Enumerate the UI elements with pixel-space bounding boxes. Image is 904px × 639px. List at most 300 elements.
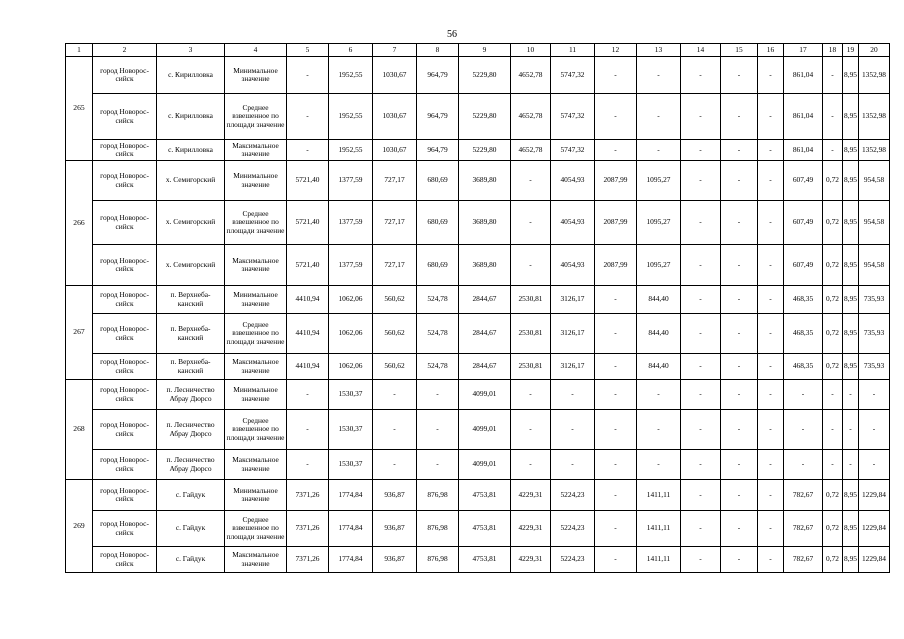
column-number-8: 8 — [417, 44, 459, 57]
value-cell-col-8: 964,79 — [417, 94, 459, 140]
value-cell-col-16: - — [758, 511, 784, 547]
value-cell-col-18: - — [823, 450, 843, 480]
value-cell-col-15: - — [721, 450, 758, 480]
column-number-6: 6 — [329, 44, 373, 57]
value-cell-col-8: 964,79 — [417, 57, 459, 94]
value-cell-col-17: 861,04 — [784, 140, 823, 161]
value-cell-col-18: 0,72 — [823, 480, 843, 511]
value-cell-col-10: - — [511, 161, 551, 201]
value-cell-col-18: 0,72 — [823, 511, 843, 547]
municipality-cell: город Новорос-сийск — [93, 511, 157, 547]
value-cell-col-13: - — [637, 410, 681, 450]
column-number-16: 16 — [758, 44, 784, 57]
settlement-cell: п. Лесничество Абрау Дюрсо — [157, 450, 225, 480]
value-cell-col-16: - — [758, 380, 784, 410]
value-cell-col-11: 3126,17 — [551, 286, 595, 314]
table-row — [66, 245, 890, 286]
table-row — [66, 161, 890, 201]
value-cell-col-5: 5721,40 — [287, 245, 329, 286]
value-cell-col-5: - — [287, 410, 329, 450]
value-cell-col-11: 4054,93 — [551, 245, 595, 286]
value-cell-col-19: 8,95 — [843, 161, 859, 201]
value-cell-col-15: - — [721, 511, 758, 547]
value-cell-col-12: - — [595, 314, 637, 354]
value-cell-col-19: 8,95 — [843, 547, 859, 573]
value-cell-col-17: 468,35 — [784, 286, 823, 314]
table-row — [66, 480, 890, 511]
municipality-cell: город Новорос-сийск — [93, 286, 157, 314]
value-cell-col-18: 0,72 — [823, 286, 843, 314]
value-cell-col-9: 2844,67 — [459, 354, 511, 380]
value-cell-col-5: - — [287, 94, 329, 140]
value-cell-col-6: 1530,37 — [329, 410, 373, 450]
value-cell-col-12: - — [595, 511, 637, 547]
value-cell-col-9: 3689,80 — [459, 245, 511, 286]
value-cell-col-7: 727,17 — [373, 245, 417, 286]
value-cell-col-9: 4099,01 — [459, 410, 511, 450]
value-cell-col-15: - — [721, 161, 758, 201]
value-cell-col-14: - — [681, 314, 721, 354]
value-cell-col-6: 1530,37 — [329, 450, 373, 480]
value-cell-col-10: 4229,31 — [511, 480, 551, 511]
column-number-4: 4 — [225, 44, 287, 57]
value-cell-col-9: 2844,67 — [459, 314, 511, 354]
value-cell-col-5: - — [287, 380, 329, 410]
value-cell-col-18: - — [823, 140, 843, 161]
table-row — [66, 511, 890, 547]
value-cell-col-13: - — [637, 57, 681, 94]
value-cell-col-14: - — [681, 57, 721, 94]
value-cell-col-15: - — [721, 201, 758, 245]
value-type-cell: Среднее взвешенное по площади значение — [225, 410, 287, 450]
value-cell-col-18: - — [823, 57, 843, 94]
value-cell-col-5: 5721,40 — [287, 201, 329, 245]
value-cell-col-7: 727,17 — [373, 201, 417, 245]
value-cell-col-16: - — [758, 354, 784, 380]
value-cell-col-10: 4652,78 — [511, 140, 551, 161]
page-number: 56 — [447, 29, 457, 40]
settlement-cell: с. Гайдук — [157, 480, 225, 511]
value-cell-col-7: 1030,67 — [373, 57, 417, 94]
value-type-cell: Среднее взвешенное по площади значение — [225, 201, 287, 245]
value-cell-col-10: - — [511, 245, 551, 286]
value-cell-col-12: - — [595, 450, 637, 480]
municipality-cell: город Новорос-сийск — [93, 201, 157, 245]
column-number-5: 5 — [287, 44, 329, 57]
value-cell-col-16: - — [758, 480, 784, 511]
value-cell-col-16: - — [758, 161, 784, 201]
value-cell-col-11: 3126,17 — [551, 314, 595, 354]
value-cell-col-8: 680,69 — [417, 161, 459, 201]
value-cell-col-5: 4410,94 — [287, 314, 329, 354]
table-row — [66, 410, 890, 450]
value-cell-col-16: - — [758, 94, 784, 140]
value-cell-col-20: 1229,84 — [859, 511, 890, 547]
value-cell-col-18: 0,72 — [823, 201, 843, 245]
table-row — [66, 201, 890, 245]
value-cell-col-6: 1774,84 — [329, 480, 373, 511]
settlement-cell: с. Кирилловка — [157, 94, 225, 140]
value-cell-col-9: 5229,80 — [459, 94, 511, 140]
settlement-cell: с. Кирилловка — [157, 57, 225, 94]
record-number: 266 — [66, 161, 93, 286]
settlement-cell: п. Лесничество Абрау Дюрсо — [157, 410, 225, 450]
value-cell-col-19: 8,95 — [843, 201, 859, 245]
value-type-cell: Минимальное значение — [225, 480, 287, 511]
value-cell-col-7: 727,17 — [373, 161, 417, 201]
value-cell-col-15: - — [721, 314, 758, 354]
settlement-cell: х. Семигорский — [157, 201, 225, 245]
value-cell-col-18: - — [823, 94, 843, 140]
value-cell-col-19: - — [843, 380, 859, 410]
value-cell-col-5: 7371,26 — [287, 511, 329, 547]
table-row — [66, 94, 890, 140]
value-cell-col-9: 5229,80 — [459, 140, 511, 161]
value-cell-col-12: - — [595, 547, 637, 573]
value-cell-col-8: - — [417, 380, 459, 410]
table-row — [66, 450, 890, 480]
value-cell-col-8: 964,79 — [417, 140, 459, 161]
value-cell-col-11: - — [551, 450, 595, 480]
municipality-cell: город Новорос-сийск — [93, 547, 157, 573]
value-cell-col-13: 844,40 — [637, 354, 681, 380]
value-cell-col-13: 1411,11 — [637, 547, 681, 573]
value-cell-col-15: - — [721, 380, 758, 410]
value-cell-col-20: - — [859, 450, 890, 480]
value-cell-col-8: 876,98 — [417, 547, 459, 573]
value-cell-col-14: - — [681, 450, 721, 480]
value-cell-col-15: - — [721, 140, 758, 161]
value-type-cell: Минимальное значение — [225, 161, 287, 201]
value-cell-col-10: 4652,78 — [511, 94, 551, 140]
value-cell-col-8: 524,78 — [417, 314, 459, 354]
value-cell-col-11: 5747,32 — [551, 57, 595, 94]
value-cell-col-13: 1411,11 — [637, 511, 681, 547]
value-cell-col-20: 954,58 — [859, 245, 890, 286]
value-cell-col-20: 1229,84 — [859, 480, 890, 511]
value-cell-col-15: - — [721, 480, 758, 511]
value-cell-col-15: - — [721, 57, 758, 94]
record-number: 268 — [66, 380, 93, 480]
value-cell-col-14: - — [681, 547, 721, 573]
value-cell-col-17: 782,67 — [784, 511, 823, 547]
value-cell-col-9: 5229,80 — [459, 57, 511, 94]
value-type-cell: Максимальное значение — [225, 140, 287, 161]
column-number-11: 11 — [551, 44, 595, 57]
value-cell-col-10: 4229,31 — [511, 547, 551, 573]
settlement-cell: п. Лесничество Абрау Дюрсо — [157, 380, 225, 410]
value-cell-col-8: 876,98 — [417, 511, 459, 547]
value-cell-col-14: - — [681, 94, 721, 140]
value-cell-col-13: 1095,27 — [637, 161, 681, 201]
value-cell-col-11: - — [551, 380, 595, 410]
settlement-cell: п. Верхнеба-канский — [157, 354, 225, 380]
value-cell-col-5: 7371,26 — [287, 480, 329, 511]
value-cell-col-11: 5224,23 — [551, 547, 595, 573]
column-number-header-row — [66, 44, 890, 57]
value-cell-col-12: 2087,99 — [595, 245, 637, 286]
value-cell-col-17: 607,49 — [784, 161, 823, 201]
value-cell-col-13: 844,40 — [637, 314, 681, 354]
value-cell-col-11: 5224,23 — [551, 480, 595, 511]
value-cell-col-16: - — [758, 410, 784, 450]
value-cell-col-9: 3689,80 — [459, 201, 511, 245]
value-cell-col-12: - — [595, 354, 637, 380]
value-cell-col-12: - — [595, 380, 637, 410]
value-type-cell: Максимальное значение — [225, 245, 287, 286]
value-cell-col-7: 936,87 — [373, 547, 417, 573]
value-type-cell: Максимальное значение — [225, 354, 287, 380]
column-number-7: 7 — [373, 44, 417, 57]
value-cell-col-11: 4054,93 — [551, 201, 595, 245]
value-cell-col-12: - — [595, 94, 637, 140]
value-cell-col-18: - — [823, 380, 843, 410]
value-type-cell: Минимальное значение — [225, 380, 287, 410]
value-cell-col-6: 1377,59 — [329, 161, 373, 201]
value-cell-col-17: - — [784, 410, 823, 450]
value-cell-col-10: - — [511, 410, 551, 450]
value-cell-col-16: - — [758, 140, 784, 161]
column-number-3: 3 — [157, 44, 225, 57]
value-cell-col-15: - — [721, 547, 758, 573]
value-cell-col-19: - — [843, 450, 859, 480]
value-cell-col-15: - — [721, 410, 758, 450]
value-cell-col-20: 1352,98 — [859, 57, 890, 94]
value-cell-col-18: 0,72 — [823, 161, 843, 201]
value-cell-col-7: - — [373, 450, 417, 480]
value-cell-col-5: - — [287, 450, 329, 480]
value-cell-col-19: 8,95 — [843, 314, 859, 354]
municipality-cell: город Новорос-сийск — [93, 57, 157, 94]
value-cell-col-12: - — [595, 480, 637, 511]
municipality-cell: город Новорос-сийск — [93, 314, 157, 354]
value-cell-col-12: - — [595, 286, 637, 314]
value-cell-col-13: - — [637, 380, 681, 410]
value-cell-col-9: 2844,67 — [459, 286, 511, 314]
table-row — [66, 286, 890, 314]
settlement-cell: х. Семигорский — [157, 245, 225, 286]
value-cell-col-6: 1062,06 — [329, 354, 373, 380]
value-type-cell: Минимальное значение — [225, 286, 287, 314]
value-cell-col-11: 5224,23 — [551, 511, 595, 547]
value-cell-col-7: 560,62 — [373, 286, 417, 314]
value-cell-col-7: 1030,67 — [373, 140, 417, 161]
value-cell-col-20: 1352,98 — [859, 94, 890, 140]
value-cell-col-11: - — [551, 410, 595, 450]
value-cell-col-7: 936,87 — [373, 480, 417, 511]
value-cell-col-5: 4410,94 — [287, 286, 329, 314]
municipality-cell: город Новорос-сийск — [93, 140, 157, 161]
value-cell-col-14: - — [681, 286, 721, 314]
value-cell-col-9: 4099,01 — [459, 380, 511, 410]
value-cell-col-20: 735,93 — [859, 354, 890, 380]
value-cell-col-9: 4753,81 — [459, 480, 511, 511]
value-cell-col-14: - — [681, 245, 721, 286]
value-cell-col-6: 1774,84 — [329, 511, 373, 547]
value-cell-col-19: 8,95 — [843, 286, 859, 314]
value-cell-col-15: - — [721, 286, 758, 314]
value-cell-col-14: - — [681, 201, 721, 245]
value-cell-col-6: 1774,84 — [329, 547, 373, 573]
value-cell-col-16: - — [758, 201, 784, 245]
value-cell-col-16: - — [758, 286, 784, 314]
value-cell-col-19: 8,95 — [843, 511, 859, 547]
value-cell-col-13: 844,40 — [637, 286, 681, 314]
value-cell-col-14: - — [681, 480, 721, 511]
value-type-cell: Среднее взвешенное по площади значение — [225, 94, 287, 140]
value-cell-col-17: - — [784, 450, 823, 480]
value-cell-col-8: - — [417, 410, 459, 450]
value-cell-col-11: 5747,32 — [551, 140, 595, 161]
record-number: 265 — [66, 57, 93, 161]
value-cell-col-15: - — [721, 245, 758, 286]
value-cell-col-10: - — [511, 201, 551, 245]
value-cell-col-19: - — [843, 410, 859, 450]
value-cell-col-16: - — [758, 547, 784, 573]
value-cell-col-8: 524,78 — [417, 354, 459, 380]
value-cell-col-6: 1952,55 — [329, 140, 373, 161]
value-cell-col-7: 936,87 — [373, 511, 417, 547]
value-cell-col-17: 782,67 — [784, 480, 823, 511]
column-number-17: 17 — [784, 44, 823, 57]
value-cell-col-12: - — [595, 410, 637, 450]
value-cell-col-14: - — [681, 410, 721, 450]
record-number: 269 — [66, 480, 93, 573]
value-cell-col-16: - — [758, 314, 784, 354]
value-cell-col-12: - — [595, 140, 637, 161]
value-cell-col-9: 4753,81 — [459, 547, 511, 573]
value-cell-col-12: 2087,99 — [595, 161, 637, 201]
value-cell-col-16: - — [758, 450, 784, 480]
value-cell-col-13: 1095,27 — [637, 245, 681, 286]
value-cell-col-19: 8,95 — [843, 94, 859, 140]
column-number-1: 1 — [66, 44, 93, 57]
value-cell-col-20: 1229,84 — [859, 547, 890, 573]
value-cell-col-18: 0,72 — [823, 354, 843, 380]
value-cell-col-8: 680,69 — [417, 245, 459, 286]
value-cell-col-20: - — [859, 380, 890, 410]
value-cell-col-17: 782,67 — [784, 547, 823, 573]
value-cell-col-20: 735,93 — [859, 314, 890, 354]
value-cell-col-20: 954,58 — [859, 201, 890, 245]
value-cell-col-20: - — [859, 410, 890, 450]
value-cell-col-19: 8,95 — [843, 354, 859, 380]
value-cell-col-5: 5721,40 — [287, 161, 329, 201]
value-cell-col-11: 4054,93 — [551, 161, 595, 201]
settlement-cell: с. Гайдук — [157, 547, 225, 573]
value-cell-col-10: - — [511, 380, 551, 410]
settlement-cell: п. Верхнеба-канский — [157, 286, 225, 314]
value-cell-col-9: 4753,81 — [459, 511, 511, 547]
value-cell-col-17: 607,49 — [784, 245, 823, 286]
value-cell-col-20: 1352,98 — [859, 140, 890, 161]
value-cell-col-19: 8,95 — [843, 245, 859, 286]
value-cell-col-10: - — [511, 450, 551, 480]
municipality-cell: город Новорос-сийск — [93, 245, 157, 286]
value-cell-col-17: 861,04 — [784, 57, 823, 94]
value-cell-col-7: 560,62 — [373, 354, 417, 380]
value-cell-col-18: 0,72 — [823, 314, 843, 354]
value-cell-col-6: 1377,59 — [329, 245, 373, 286]
value-cell-col-20: 735,93 — [859, 286, 890, 314]
settlement-cell: с. Гайдук — [157, 511, 225, 547]
value-cell-col-17: 861,04 — [784, 94, 823, 140]
value-cell-col-13: - — [637, 94, 681, 140]
value-cell-col-18: 0,72 — [823, 245, 843, 286]
column-number-20: 20 — [859, 44, 890, 57]
column-number-15: 15 — [721, 44, 758, 57]
value-cell-col-17: 468,35 — [784, 354, 823, 380]
value-cell-col-5: 4410,94 — [287, 354, 329, 380]
table-row — [66, 380, 890, 410]
value-cell-col-16: - — [758, 245, 784, 286]
value-cell-col-17: 607,49 — [784, 201, 823, 245]
value-cell-col-13: - — [637, 450, 681, 480]
value-cell-col-14: - — [681, 161, 721, 201]
value-cell-col-16: - — [758, 57, 784, 94]
table-row — [66, 140, 890, 161]
table-row — [66, 314, 890, 354]
value-type-cell: Максимальное значение — [225, 547, 287, 573]
value-cell-col-6: 1062,06 — [329, 286, 373, 314]
value-cell-col-17: - — [784, 380, 823, 410]
value-cell-col-6: 1530,37 — [329, 380, 373, 410]
value-cell-col-17: 468,35 — [784, 314, 823, 354]
value-cell-col-11: 5747,32 — [551, 94, 595, 140]
value-type-cell: Среднее взвешенное по площади значение — [225, 314, 287, 354]
municipality-cell: город Новорос-сийск — [93, 380, 157, 410]
value-cell-col-10: 4652,78 — [511, 57, 551, 94]
column-number-9: 9 — [459, 44, 511, 57]
column-number-10: 10 — [511, 44, 551, 57]
value-cell-col-19: 8,95 — [843, 140, 859, 161]
value-type-cell: Минимальное значение — [225, 57, 287, 94]
value-cell-col-5: - — [287, 57, 329, 94]
settlement-cell: п. Верхнеба-канский — [157, 314, 225, 354]
table-row — [66, 57, 890, 94]
value-cell-col-13: - — [637, 140, 681, 161]
settlement-cell: х. Семигорский — [157, 161, 225, 201]
value-cell-col-7: - — [373, 380, 417, 410]
column-number-19: 19 — [843, 44, 859, 57]
value-cell-col-8: 876,98 — [417, 480, 459, 511]
municipality-cell: город Новорос-сийск — [93, 354, 157, 380]
column-number-12: 12 — [595, 44, 637, 57]
value-cell-col-5: - — [287, 140, 329, 161]
value-cell-col-6: 1952,55 — [329, 94, 373, 140]
table-row — [66, 354, 890, 380]
value-cell-col-12: - — [595, 57, 637, 94]
value-cell-col-15: - — [721, 354, 758, 380]
value-cell-col-13: 1095,27 — [637, 201, 681, 245]
table-row — [66, 547, 890, 573]
value-cell-col-7: - — [373, 410, 417, 450]
column-number-14: 14 — [681, 44, 721, 57]
value-type-cell: Среднее взвешенное по площади значение — [225, 511, 287, 547]
value-cell-col-7: 1030,67 — [373, 94, 417, 140]
value-cell-col-7: 560,62 — [373, 314, 417, 354]
value-cell-col-5: 7371,26 — [287, 547, 329, 573]
column-number-18: 18 — [823, 44, 843, 57]
value-type-cell: Максимальное значение — [225, 450, 287, 480]
value-cell-col-15: - — [721, 94, 758, 140]
value-cell-col-10: 4229,31 — [511, 511, 551, 547]
value-cell-col-10: 2530,81 — [511, 314, 551, 354]
value-cell-col-14: - — [681, 380, 721, 410]
value-cell-col-20: 954,58 — [859, 161, 890, 201]
value-cell-col-6: 1062,06 — [329, 314, 373, 354]
value-cell-col-10: 2530,81 — [511, 354, 551, 380]
